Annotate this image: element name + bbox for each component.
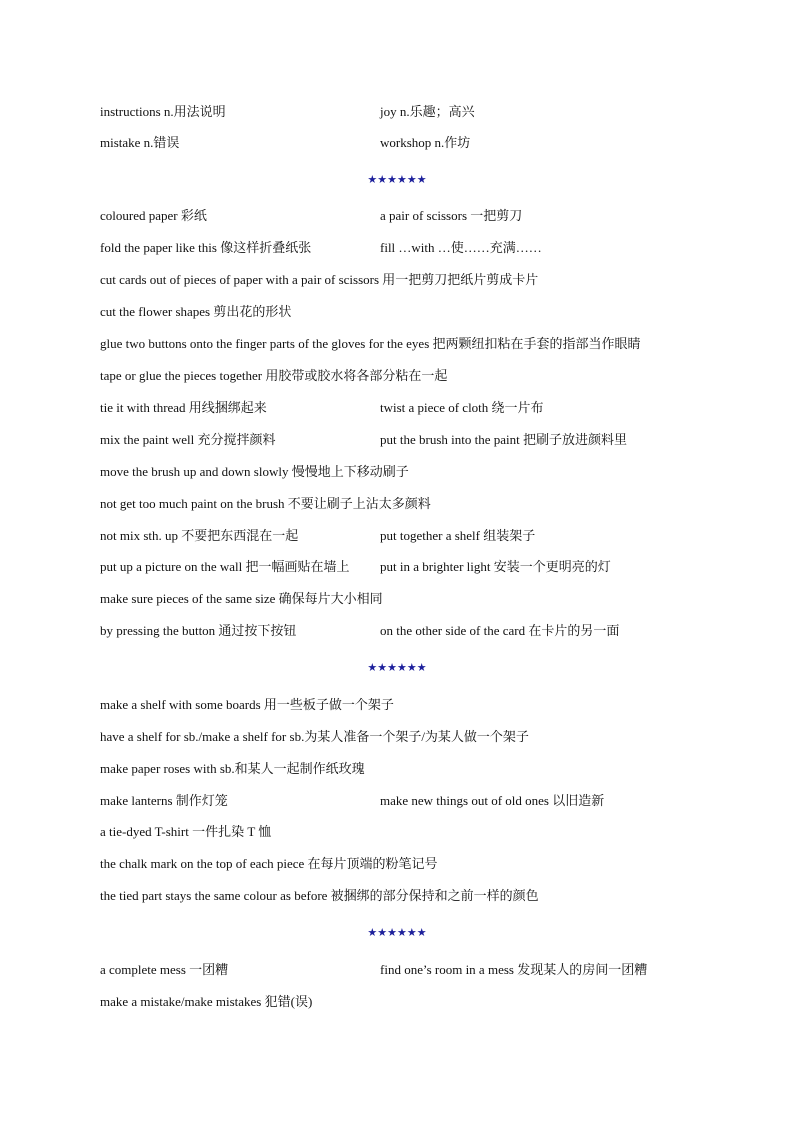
phrase-left: a complete mess 一团糟 bbox=[100, 962, 229, 977]
star-separator: ★★★★★★ bbox=[367, 661, 427, 674]
phrase-right: make new things out of old ones 以旧造新 bbox=[380, 793, 605, 808]
phrase-line bbox=[100, 589, 740, 609]
phrase-line bbox=[100, 270, 740, 290]
phrase-right: put the brush into the paint 把刷子放进颜料里 bbox=[380, 432, 627, 447]
phrase-line bbox=[100, 854, 740, 874]
phrase-line bbox=[100, 822, 740, 842]
phrase-left: mistake n.错误 bbox=[100, 135, 180, 150]
phrase-left: make lanterns 制作灯笼 bbox=[100, 793, 228, 808]
phrase-right: on the other side of the card 在卡片的另一面 bbox=[380, 623, 620, 638]
phrase-left: the tied part stays the same colour as before 被捆绑的部分保持和之前一样的颜色 bbox=[100, 888, 539, 903]
phrase-left: instructions n.用法说明 bbox=[100, 104, 226, 119]
phrase-left: put up a picture on the wall 把一幅画贴在墙上 bbox=[100, 559, 350, 574]
phrase-left: make a mistake/make mistakes 犯错(误) bbox=[100, 994, 313, 1009]
phrase-right: a pair of scissors 一把剪刀 bbox=[380, 208, 523, 223]
phrase-left: coloured paper 彩纸 bbox=[100, 208, 207, 223]
phrase-left: the chalk mark on the top of each piece 在每片顶端的粉笔记号 bbox=[100, 856, 438, 871]
phrase-left: tie it with thread 用线捆绑起来 bbox=[100, 400, 267, 415]
phrase-left: make a shelf with some boards 用一些板子做一个架子 bbox=[100, 697, 394, 712]
phrase-line bbox=[100, 462, 740, 482]
phrase-line bbox=[100, 727, 740, 747]
phrase-left: mix the paint well 充分搅拌颜料 bbox=[100, 432, 276, 447]
phrase-line bbox=[100, 695, 740, 715]
phrase-line bbox=[100, 238, 740, 258]
phrase-line bbox=[100, 992, 740, 1012]
phrase-right: fill …with …使……充满…… bbox=[380, 240, 542, 255]
phrase-left: tape or glue the pieces together 用胶带或胶水将各部分粘在一起 bbox=[100, 368, 448, 383]
phrase-left: make paper roses with sb.和某人一起制作纸玫瑰 bbox=[100, 761, 365, 776]
phrase-left: make sure pieces of the same size 确保每片大小相同 bbox=[100, 591, 383, 606]
phrase-right: twist a piece of cloth 绕一片布 bbox=[380, 400, 544, 415]
phrase-left: cut cards out of pieces of paper with a pair of scissors 用一把剪刀把纸片剪成卡片 bbox=[100, 272, 539, 287]
phrase-line bbox=[100, 494, 740, 514]
phrase-line bbox=[100, 302, 740, 322]
phrase-left: move the brush up and down slowly 慢慢地上下移动刷子 bbox=[100, 464, 409, 479]
phrase-left: not mix sth. up 不要把东西混在一起 bbox=[100, 528, 299, 543]
phrase-line bbox=[100, 398, 740, 418]
phrase-line bbox=[100, 102, 740, 122]
phrase-left: cut the flower shapes 剪出花的形状 bbox=[100, 304, 292, 319]
phrase-right: workshop n.作坊 bbox=[380, 135, 471, 150]
star-separator: ★★★★★★ bbox=[367, 173, 427, 186]
phrase-line bbox=[100, 759, 740, 779]
phrase-right: put together a shelf 组装架子 bbox=[380, 528, 536, 543]
phrase-line bbox=[100, 334, 740, 354]
phrase-line bbox=[100, 133, 740, 153]
phrase-left: have a shelf for sb./make a shelf for sb.为某人准备一个架子/为某人做一个架子 bbox=[100, 729, 529, 744]
phrase-line bbox=[100, 621, 740, 641]
phrase-left: by pressing the button 通过按下按钮 bbox=[100, 623, 297, 638]
phrase-left: not get too much paint on the brush 不要让刷子上沾太多颜料 bbox=[100, 496, 431, 511]
phrase-line bbox=[100, 526, 740, 546]
phrase-line bbox=[100, 886, 740, 906]
phrase-right: find one’s room in a mess 发现某人的房间一团糟 bbox=[380, 962, 648, 977]
phrase-line bbox=[100, 791, 740, 811]
phrase-left: glue two buttons onto the finger parts of the gloves for the eyes 把两颗纽扣粘在手套的指部当作眼睛 bbox=[100, 336, 641, 351]
star-separator: ★★★★★★ bbox=[367, 926, 427, 939]
phrase-right: put in a brighter light 安装一个更明亮的灯 bbox=[380, 559, 611, 574]
phrase-left: a tie-dyed T-shirt 一件扎染 T 恤 bbox=[100, 824, 272, 839]
phrase-line bbox=[100, 430, 740, 450]
phrase-line bbox=[100, 366, 740, 386]
phrase-line bbox=[100, 557, 740, 577]
phrase-line bbox=[100, 960, 740, 980]
phrase-line bbox=[100, 206, 740, 226]
phrase-left: fold the paper like this 像这样折叠纸张 bbox=[100, 240, 312, 255]
phrase-right: joy n.乐趣；高兴 bbox=[380, 104, 475, 119]
